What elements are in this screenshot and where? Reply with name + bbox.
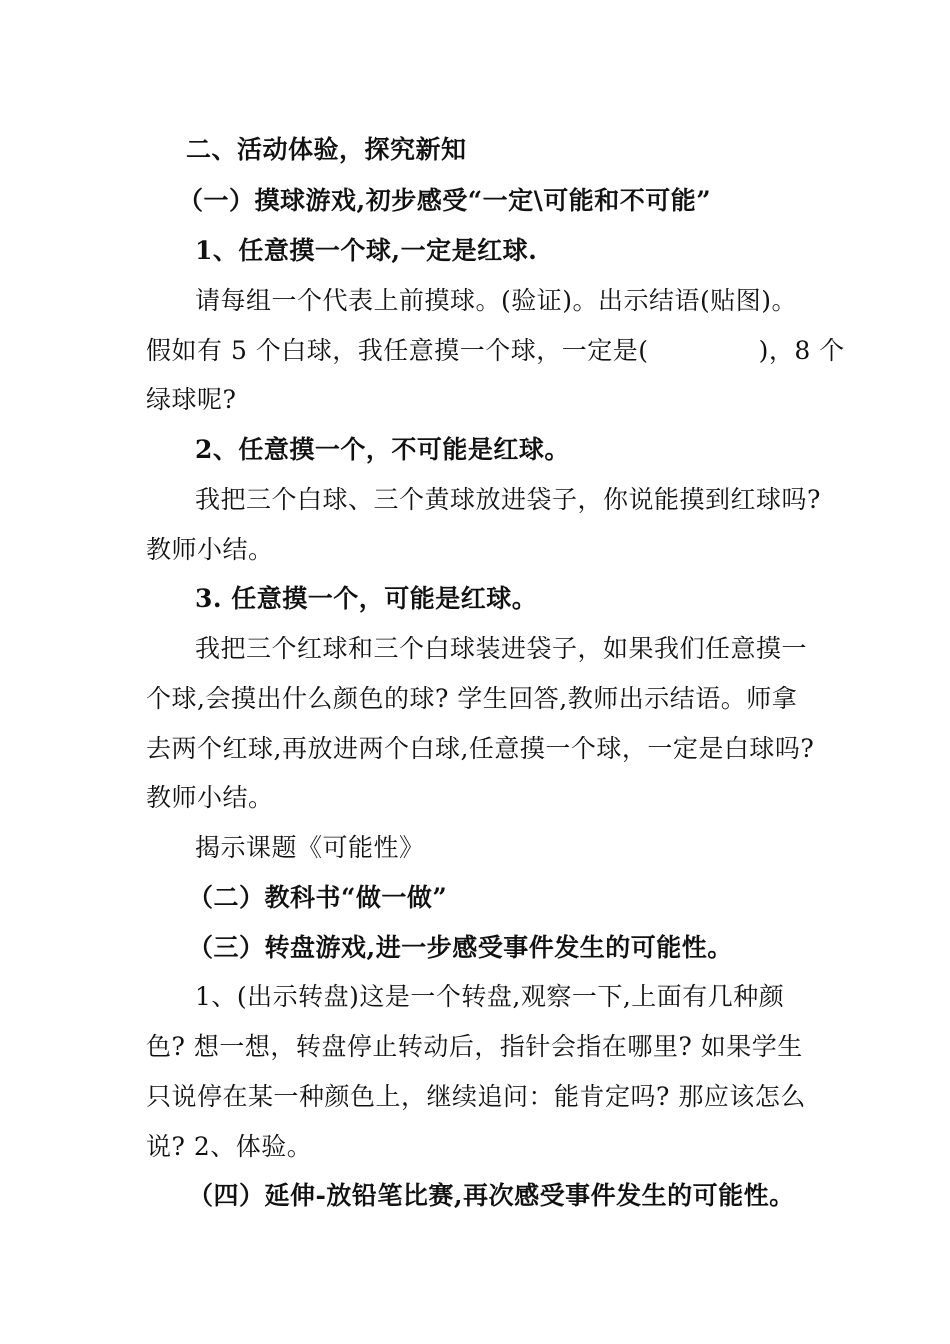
section-title: 二、活动体验，探究新知 bbox=[186, 135, 467, 164]
part1-title: （一）摸球游戏,初步感受“一定\可能和不可能” bbox=[178, 186, 712, 215]
item1-title: 1、任意摸一个球,一定是红球. bbox=[195, 236, 538, 265]
item1-line2-part-a: 假如有 5 个白球，我任意摸一个球，一定是( bbox=[146, 336, 649, 365]
item2-paragraph-line1: 我把三个白球、三个黄球放进袋子，你说能摸到红球吗? bbox=[195, 485, 821, 514]
item1-paragraph-line2 bbox=[146, 334, 845, 368]
reveal-topic-line: 揭示课题《可能性》 bbox=[195, 833, 425, 862]
part3-title: （三）转盘游戏,进一步感受事件发生的可能性。 bbox=[188, 933, 733, 962]
item1-paragraph-line3: 绿球呢? bbox=[146, 385, 237, 414]
part3-paragraph-line3: 只说停在某一种颜色上，继续追问：能肯定吗? 那应该怎么 bbox=[146, 1082, 806, 1111]
part2-title: （二）教科书“做一做” bbox=[188, 883, 448, 912]
item1-line2-part-b: )，8 个 bbox=[758, 336, 845, 365]
item3-paragraph-line1: 我把三个红球和三个白球装进袋子，如果我们任意摸一 bbox=[195, 634, 808, 663]
item2-paragraph-line2: 教师小结。 bbox=[146, 535, 274, 564]
item2-title: 2、任意摸一个，不可能是红球。 bbox=[195, 435, 570, 464]
part4-title: （四）延伸-放铅笔比赛,再次感受事件发生的可能性。 bbox=[188, 1181, 795, 1210]
item1-paragraph-line1: 请每组一个代表上前摸球。(验证)。出示结语(贴图)。 bbox=[195, 286, 798, 315]
part3-paragraph-line4: 说? 2、体验。 bbox=[146, 1132, 313, 1161]
part3-paragraph-line2: 色? 想一想，转盘停止转动后，指针会指在哪里? 如果学生 bbox=[146, 1032, 803, 1061]
item3-paragraph-line2: 个球,会摸出什么颜色的球? 学生回答,教师出示结语。师拿 bbox=[146, 684, 798, 713]
item3-title: 3. 任意摸一个，可能是红球。 bbox=[195, 584, 538, 613]
item3-paragraph-line4: 教师小结。 bbox=[146, 783, 274, 812]
part3-paragraph-line1: 1、(出示转盘)这是一个转盘,观察一下,上面有几种颜 bbox=[195, 982, 785, 1011]
item3-paragraph-line3: 去两个红球,再放进两个白球,任意摸一个球，一定是白球吗? bbox=[146, 734, 815, 763]
